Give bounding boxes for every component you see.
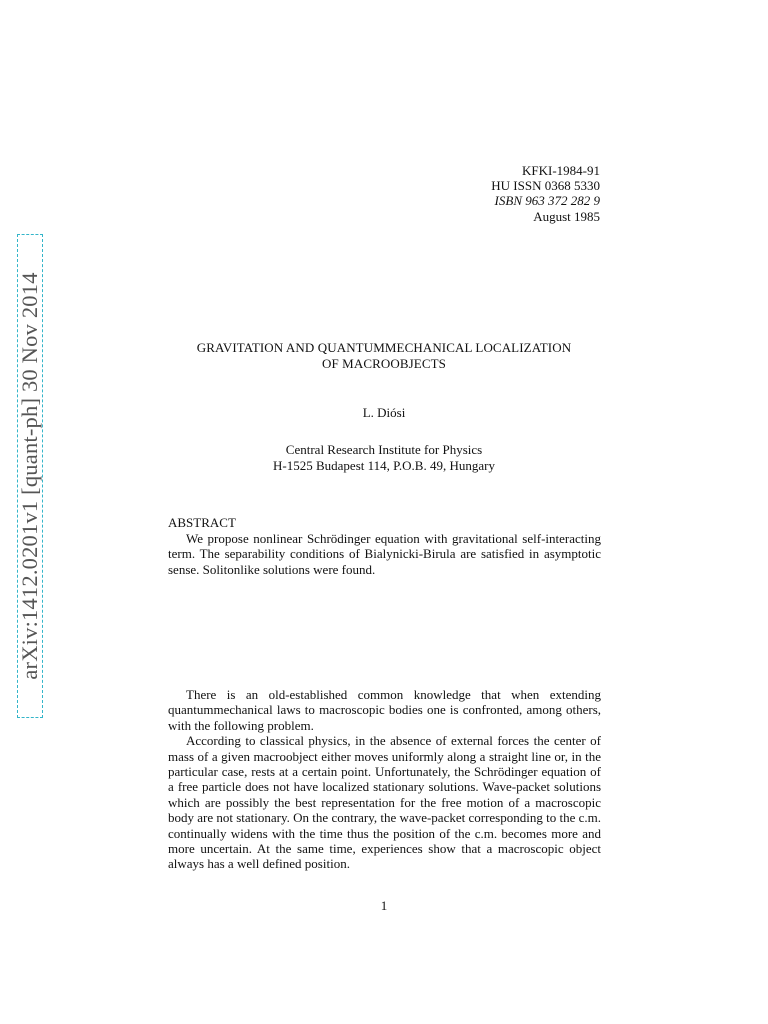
arxiv-stamp[interactable]: arXiv:1412.0201v1 [quant-ph] 30 Nov 2014 xyxy=(17,272,42,680)
report-metadata xyxy=(491,163,600,224)
title-line-2: OF MACROOBJECTS xyxy=(322,356,446,371)
paper-title xyxy=(168,340,600,372)
report-issn: HU ISSN 0368 5330 xyxy=(491,178,600,194)
body-text xyxy=(168,687,601,872)
report-number: KFKI-1984-91 xyxy=(522,163,600,178)
author-name: L. Diósi xyxy=(362,405,406,420)
abstract-text: We propose nonlinear Schrödinger equation with gravitational self-interacting term. The separability conditions of Bialynicki-Birula are satisfied in asymptotic sense. Solitonlike solutions were found. xyxy=(168,531,601,577)
paragraph-1: There is an old-established common knowledge that when extending quantummechanical laws to macroscopic bodies one is confronted, among others, with the following problem. xyxy=(168,687,601,733)
abstract-heading: ABSTRACT xyxy=(168,515,236,530)
author-affiliation xyxy=(168,442,600,474)
page-number: 1 xyxy=(380,898,388,913)
paragraph-2: According to classical physics, in the absence of external forces the center of mass of a given macroobject either moves uniformly along a straight line or, in the particular case, rests at a certain point. Unfortunately, the Schrödinger equation of a free particle does not have localized stationary solutions. Wave-packet solutions which are possibly the best representation for the free motion of a macroscopic body are not stationary. On the contrary, the wave-packet corresponding to the c.m. continually widens with the time thus the position of the c.m. becomes more and more uncertain. At the same time, experiences show that a macroscopic object always has a well defined position. xyxy=(168,733,601,872)
report-isbn: ISBN 963 372 282 9 xyxy=(494,193,600,209)
report-date: August 1985 xyxy=(533,208,600,224)
title-line-1: GRAVITATION AND QUANTUMMECHANICAL LOCALIZATION xyxy=(196,340,572,355)
affiliation-line-2: H-1525 Budapest 114, P.O.B. 49, Hungary xyxy=(273,458,495,473)
affiliation-line-1: Central Research Institute for Physics xyxy=(285,442,483,457)
